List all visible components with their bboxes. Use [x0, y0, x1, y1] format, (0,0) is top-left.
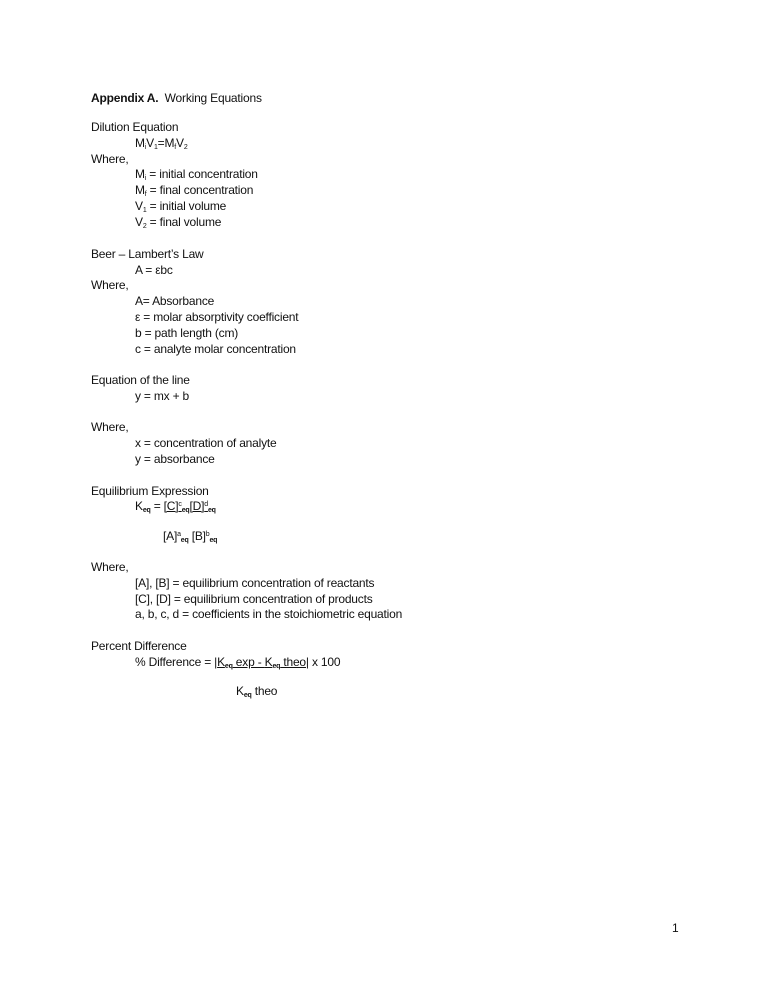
- line-def-y: y = absorbance: [135, 452, 215, 466]
- page-number: 1: [672, 921, 679, 935]
- equilibrium-denominator: $[A]^a_{eq}$ $[B]^b_{eq}$: [163, 529, 218, 544]
- percent-equation: % Difference = $|K_{eq}$ exp - $K_{eq}$ theo| x 100: [135, 655, 341, 670]
- line-equation: y = mx + b: [135, 389, 190, 403]
- line-heading: Equation of the line: [91, 373, 190, 387]
- beer-def-c: c = analyte molar concentration: [135, 342, 296, 356]
- beer-equation: A = εbc: [135, 263, 173, 277]
- appendix-label: Appendix A.: [91, 91, 159, 105]
- appendix-heading: [91, 91, 262, 105]
- beer-def-epsilon: ε = molar absorptivity coefficient: [135, 310, 299, 324]
- dilution-def-v1: $V_1$ = initial volume: [135, 199, 227, 214]
- line-where: Where,: [91, 420, 129, 434]
- appendix-title: Working Equations: [164, 91, 262, 105]
- dilution-where: Where,: [91, 152, 129, 166]
- beer-def-a: A= Absorbance: [135, 294, 215, 308]
- equilibrium-numerator-line: $K_{eq} = [C]^c_{eq}[D]^d_{eq}$: [135, 499, 216, 514]
- dilution-def-mi: $M_i$ = initial concentration: [135, 167, 258, 182]
- dilution-def-v2: $V_2$ = final volume: [135, 215, 222, 230]
- equilibrium-heading: Equilibrium Expression: [91, 484, 209, 498]
- equilibrium-def-coefficients: a, b, c, d = coefficients in the stoichiometric equation: [135, 607, 403, 621]
- percent-heading: Percent Difference: [91, 639, 187, 653]
- line-def-x: x = concentration of analyte: [135, 436, 277, 450]
- percent-numerator: $|K_{eq}$ exp - $K_{eq}$ theo|: [214, 655, 309, 670]
- dilution-def-mf: $M_f$ = final concentration: [135, 183, 254, 198]
- dilution-heading: Dilution Equation: [91, 120, 179, 134]
- equilibrium-numerator: $[C]^c_{eq}[D]^d_{eq}$: [163, 499, 216, 514]
- beer-where: Where,: [91, 278, 129, 292]
- equilibrium-def-reactants: [A], [B] = equilibrium concentration of reactants: [135, 576, 375, 590]
- equilibrium-where: Where,: [91, 560, 129, 574]
- dilution-equation: $M_iV_1=M_fV_2$: [135, 136, 188, 151]
- percent-denominator: $K_{eq}$ theo: [236, 684, 278, 699]
- beer-heading: Beer – Lambert’s Law: [91, 247, 204, 261]
- beer-def-b: b = path length (cm): [135, 326, 239, 340]
- equilibrium-def-products: [C], [D] = equilibrium concentration of products: [135, 592, 373, 606]
